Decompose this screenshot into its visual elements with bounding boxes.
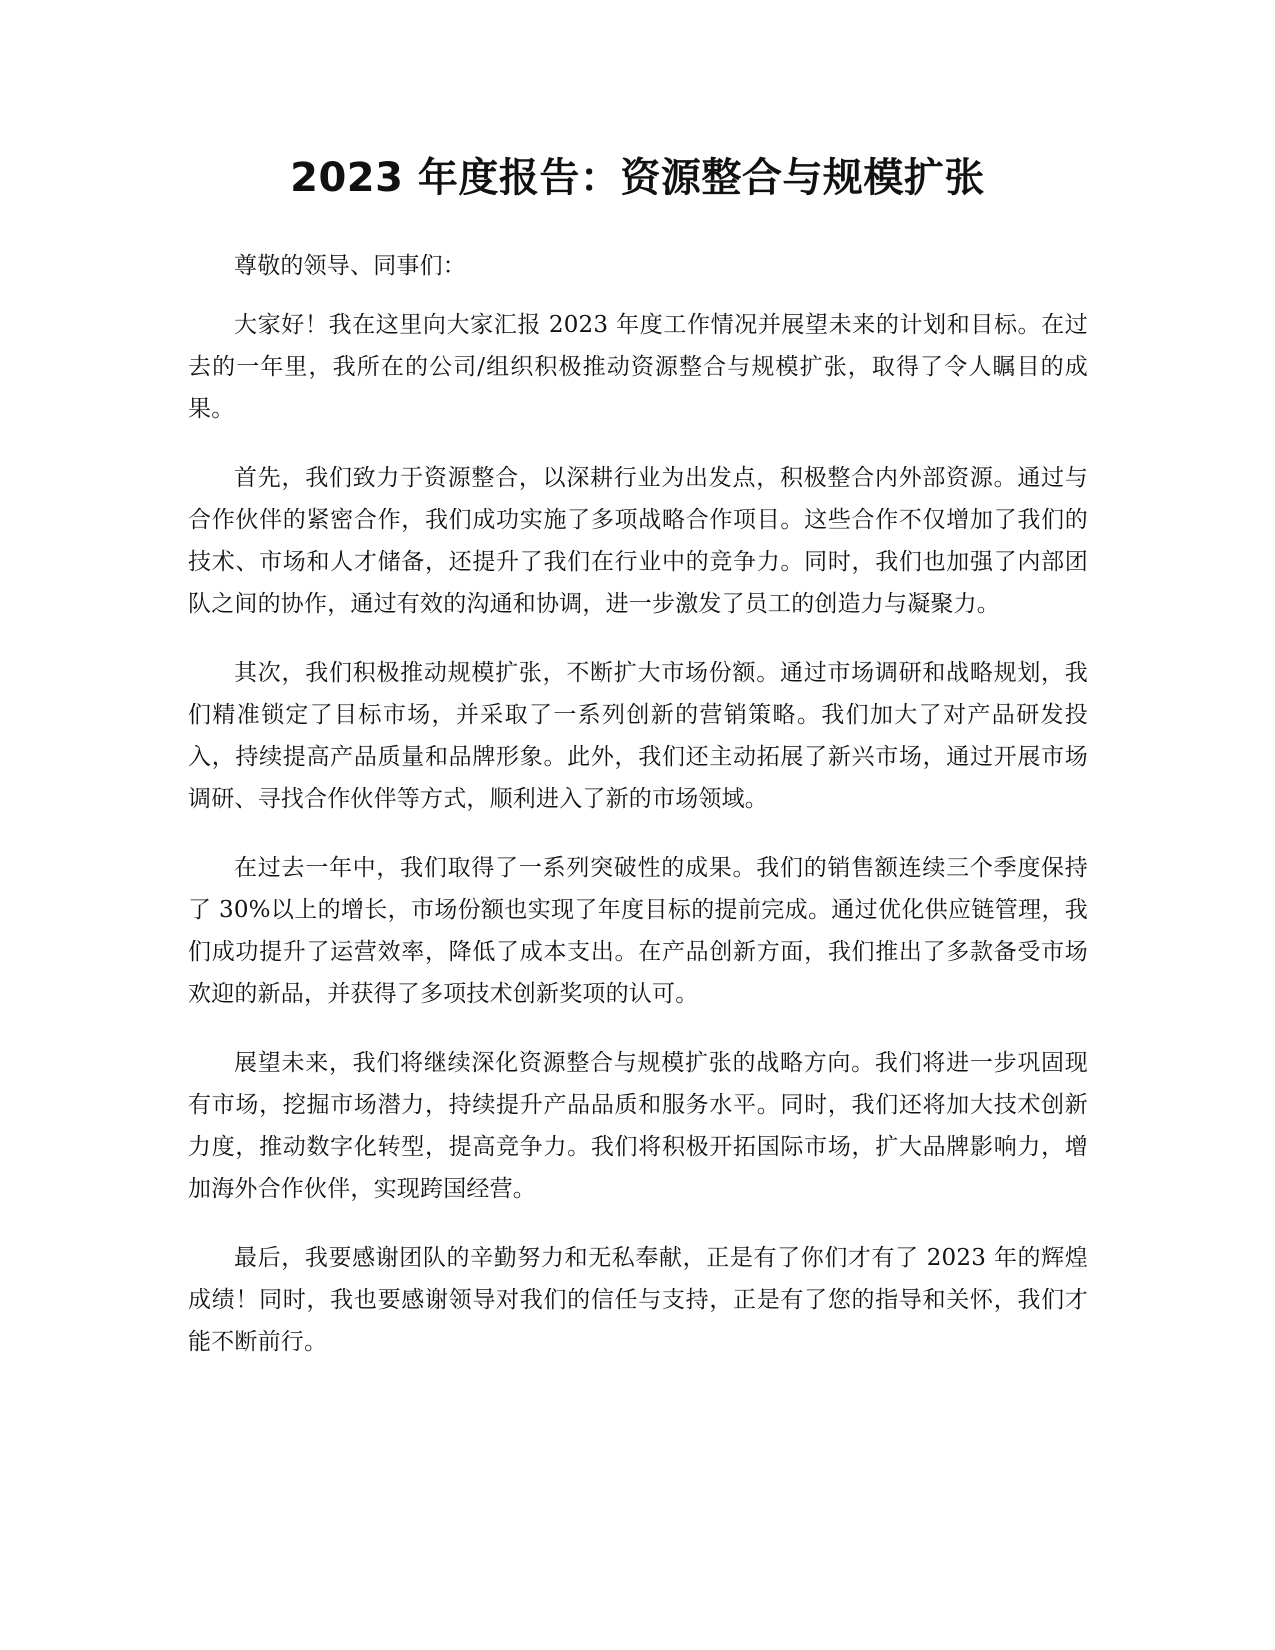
paragraph-thanks: 最后，我要感谢团队的辛勤努力和无私奉献，正是有了你们才有了 2023 年的辉煌成绩！同时，我也要感谢领导对我们的信任与支持，正是有了您的指导和关怀，我们才能不断前行。 (188, 1245, 1088, 1355)
paragraph-resource-integration: 首先，我们致力于资源整合，以深耕行业为出发点，积极整合内外部资源。通过与合作伙伴的紧密合作，我们成功实施了多项战略合作项目。这些合作不仅增加了我们的技术、市场和人才储备，还提升了我们在行业中的竞争力。同时，我们也加强了内部团队之间的协作，通过有效的沟通和协调，进一步激发了员工的创造力与凝聚力。 (188, 465, 1088, 617)
paragraph-outlook: 展望未来，我们将继续深化资源整合与规模扩张的战略方向。我们将进一步巩固现有市场，挖掘市场潜力，持续提升产品品质和服务水平。同时，我们还将加大技术创新力度，推动数字化转型，提高竞争力。我们将积极开拓国际市场，扩大品牌影响力，增加海外合作伙伴，实现跨国经营。 (188, 1050, 1088, 1202)
document-title: 2023 年度报告：资源整合与规模扩张 (290, 155, 985, 201)
paragraph-scale-expansion: 其次，我们积极推动规模扩张，不断扩大市场份额。通过市场调研和战略规划，我们精准锁定了目标市场，并采取了一系列创新的营销策略。我们加大了对产品研发投入，持续提高产品质量和品牌形象。此外，我们还主动拓展了新兴市场，通过开展市场调研、寻找合作伙伴等方式，顺利进入了新的市场领域。 (188, 660, 1088, 812)
paragraph-achievements: 在过去一年中，我们取得了一系列突破性的成果。我们的销售额连续三个季度保持了 30%以上的增长，市场份额也实现了年度目标的提前完成。通过优化供应链管理，我们成功提升了运营效率，降低了成本支出。在产品创新方面，我们推出了多款备受市场欢迎的新品，并获得了多项技术创新奖项的认可。 (188, 855, 1088, 1007)
paragraph-intro: 大家好！我在这里向大家汇报 2023 年度工作情况并展望未来的计划和目标。在过去的一年里，我所在的公司/组织积极推动资源整合与规模扩张，取得了令人瞩目的成果。 (188, 312, 1088, 422)
salutation: 尊敬的领导、同事们： (234, 253, 466, 279)
document-body (188, 245, 1088, 1390)
